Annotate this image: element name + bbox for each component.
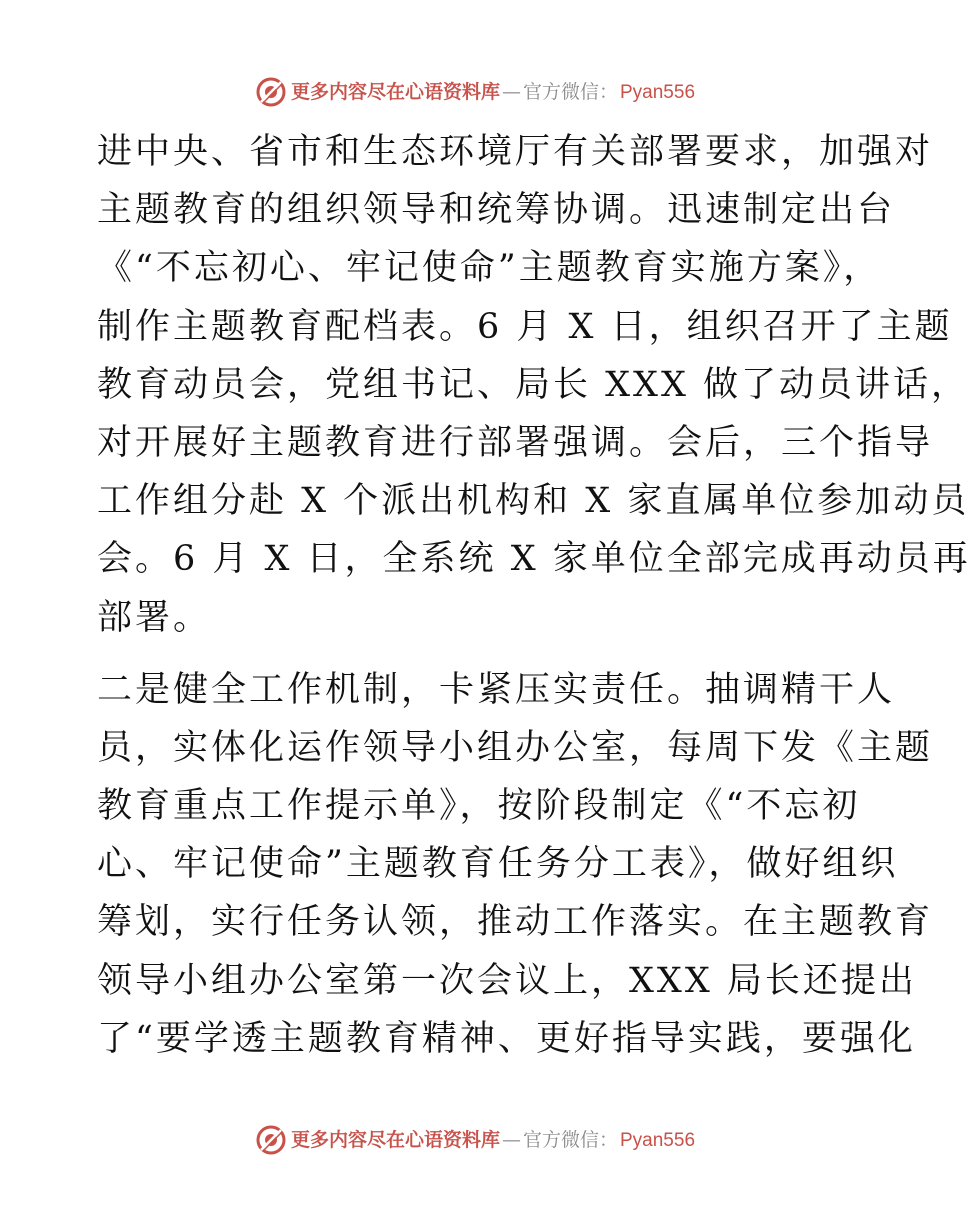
text-line: 进中央、省市和生态环境厅有关部署要求，加强对 [97,132,934,172]
text-line: 部署。 [97,597,212,638]
watermark-official-label: 官方微信： [522,1128,618,1151]
watermark-wechat-id: Pyan556 [620,81,696,103]
document-body [97,123,971,1068]
brand-logo-icon [255,76,287,108]
text-line: 领导小组办公室第一次会议上，XXX 局长还提出 [97,960,917,1001]
text-line: 筹划，实行任务认领，推动工作落实。在主题教育 [97,902,934,943]
text-line: 主题教育的组织领导和统筹协调。迅速制定出台 [97,190,896,231]
text-line: 教育重点工作提示单》，按阶段制定《“不忘初 [97,786,861,827]
watermark-site-name: 更多内容尽在心语资料库 [290,1128,500,1151]
watermark-separator: — [501,80,521,103]
watermark-site-name: 更多内容尽在心语资料库 [290,80,500,103]
watermark-separator: — [501,1128,521,1151]
text-line: 二是健全工作机制，卡紧压实责任。抽调精干人 [97,669,896,710]
brand-logo-icon [255,1124,287,1156]
text-line: 心、牢记使命”主题教育任务分工表》，做好组织 [97,844,899,885]
text-line: 会。6 月 X 日，全系统 X 家单位全部完成再动员再 [97,539,971,580]
page-footer-watermark [0,1120,950,1160]
text-line: 《“不忘初心、牢记使命”主题教育实施方案》， [97,248,882,289]
text-line: 员，实体化运作领导小组办公室，每周下发《主题 [97,727,934,768]
text-line: 了“要学透主题教育精神、更好指导实践，要强化 [97,1018,916,1059]
text-line: 对开展好主题教育进行部署强调。会后，三个指导 [97,422,934,463]
text-line: 教育动员会，党组书记、局长 XXX 做了动员讲话， [97,364,970,405]
watermark-official-label: 官方微信： [522,80,618,103]
paragraph-spacer [97,647,853,661]
paragraph-2 [97,661,934,1068]
text-line: 工作组分赴 X 个派出机构和 X 家直属单位参加动员 [97,481,970,522]
watermark-wechat-id: Pyan556 [620,1129,696,1151]
paragraph-1 [97,123,971,647]
text-line: 制作主题教育配档表。6 月 X 日，组织召开了主题 [97,306,953,347]
page-header-watermark [0,72,950,112]
